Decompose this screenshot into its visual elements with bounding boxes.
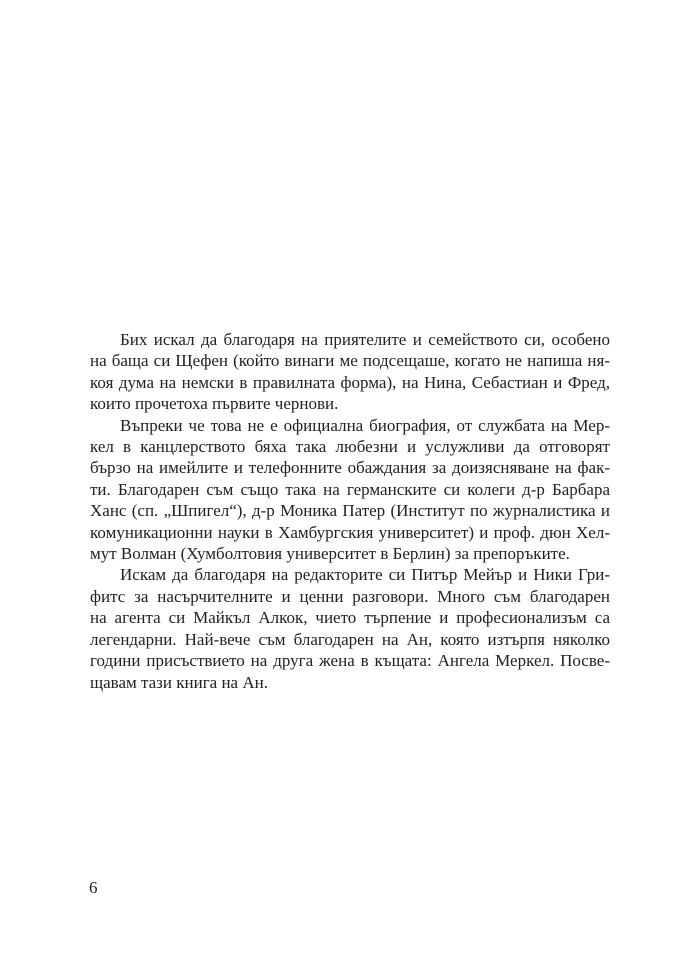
text-line: мут Волман (Хумболтовия университет в Берлин) за препоръките. [90, 544, 570, 564]
text-line: бързо на имейлите и телефонните обаждания за доизясняване на фак- [90, 458, 610, 478]
acknowledgements-text [90, 329, 610, 693]
paragraph-1 [90, 329, 610, 415]
text-line: щавам тази книга на Ан. [90, 672, 268, 692]
text-line: които прочетоха първите чернови. [90, 394, 339, 414]
text-line: на баща си Щефен (който винаги ме подсещаше, когато не напиша ня- [90, 351, 610, 371]
text-line: Искам да благодаря на редакторите си Питър Мейър и Ники Гри- [120, 565, 610, 585]
text-line: комуникационни науки в Хамбургския университет) и проф. дюн Хел- [90, 522, 610, 542]
text-line: легендарни. Най-вече съм благодарен на Ан, която изтърпя няколко [90, 629, 610, 649]
text-line: ти. Благодарен съм също така на германските си колеги д-р Барбара [90, 479, 610, 499]
page-number: 6 [89, 878, 98, 897]
text-line: на агента си Майкъл Алкок, чието търпение и професионализъм са [90, 608, 610, 628]
text-line: години присъствието на друга жена в къщата: Ангела Меркел. Посве- [90, 651, 610, 671]
text-line: коя дума на немски в правилната форма), на Нина, Себастиан и Фред, [90, 372, 610, 392]
text-line: кел в канцлерството бяха така любезни и услужливи да отговорят [90, 437, 610, 457]
text-line: фитс за насърчителните и ценни разговори. Много съм благодарен [90, 586, 610, 606]
text-line: Ханс (сп. „Шпигел“), д-р Моника Патер (Институт по журналистика и [90, 501, 610, 521]
paragraph-3 [90, 564, 610, 692]
paragraph-2 [90, 415, 610, 565]
text-line: Бих искал да благодаря на приятелите и семейството си, особено [120, 330, 610, 349]
text-line: Въпреки че това не е официална биография, от службата на Мер- [120, 415, 610, 435]
